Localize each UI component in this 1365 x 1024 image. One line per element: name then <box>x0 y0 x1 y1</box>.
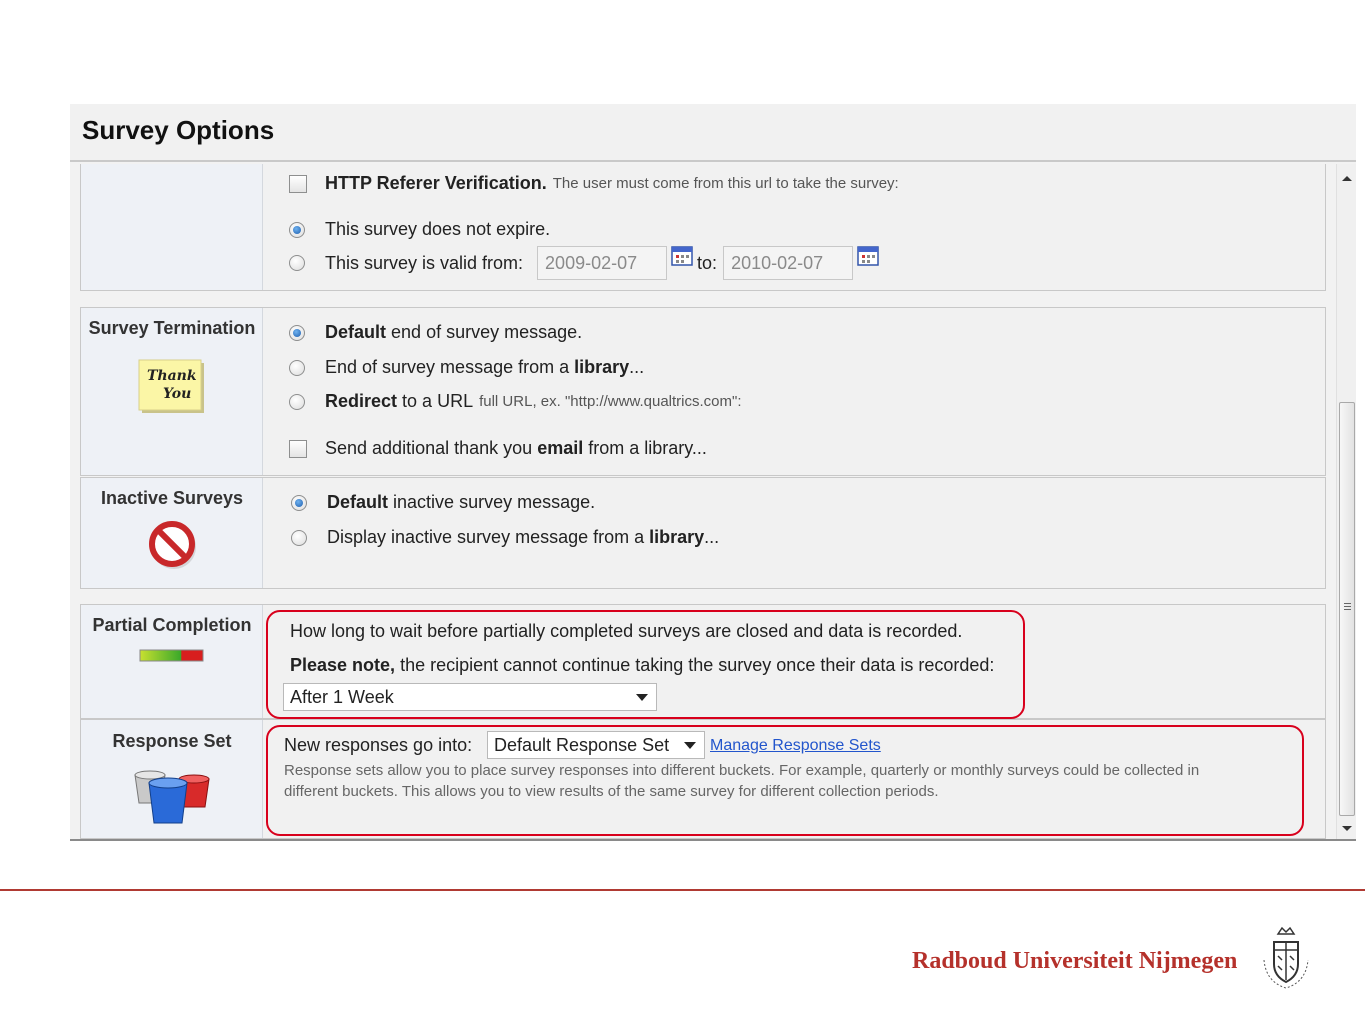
calendar-icon[interactable] <box>671 246 693 266</box>
section-title: Inactive Surveys <box>100 488 244 508</box>
select-value: Default Response Set <box>494 734 670 755</box>
you-text: You <box>163 386 192 402</box>
option-text: ... <box>629 357 645 377</box>
inactive-library-row <box>291 527 719 548</box>
from-date-input[interactable]: 2009-02-07 <box>537 246 667 280</box>
section-inactive-surveys <box>80 477 1326 589</box>
section-title: Partial Completion <box>92 615 252 635</box>
section-side <box>81 478 263 588</box>
termination-default-row <box>289 322 582 343</box>
partial-wait-select[interactable] <box>283 683 657 711</box>
calendar-icon[interactable] <box>857 246 879 266</box>
section-response-set <box>80 719 1326 839</box>
inactive-default-row <box>291 492 595 513</box>
chevron-down-icon <box>684 742 696 749</box>
progress-bar-icon <box>139 649 205 663</box>
thank-you-note-icon <box>137 358 207 414</box>
valid-from-row <box>289 246 879 280</box>
option-text: ... <box>704 527 720 547</box>
vertical-scrollbar[interactable] <box>1336 164 1356 839</box>
valid-from-radio[interactable] <box>289 255 305 271</box>
no-entry-icon <box>148 520 198 570</box>
not-expire-label: This survey does not expire. <box>325 219 551 239</box>
inactive-default-radio[interactable] <box>291 495 307 511</box>
section-title: Survey Termination <box>88 318 256 338</box>
section-availability <box>80 164 1326 291</box>
section-title: Response Set <box>112 731 232 751</box>
description-line: different buckets. This allows you to view results of the same survey for different collection periods. <box>284 783 939 800</box>
partial-line: How long to wait before partially completed surveys are closed and data is recorded. <box>290 621 963 641</box>
page-title: Survey Options <box>82 115 275 145</box>
option-bold: library <box>649 527 705 547</box>
survey-options-panel <box>70 104 1356 841</box>
option-text: End of survey message from a <box>325 357 570 377</box>
footer-divider <box>0 889 1365 891</box>
termination-library-row <box>289 357 644 378</box>
option-text: to a URL <box>402 391 474 411</box>
option-bold: library <box>574 357 630 377</box>
chevron-down-icon <box>636 694 648 701</box>
not-expire-row <box>289 219 550 240</box>
to-date-input[interactable]: 2010-02-07 <box>723 246 853 280</box>
referer-checkbox[interactable] <box>289 175 307 193</box>
option-text: Send additional thank you <box>325 438 533 458</box>
note-bold: Please note, <box>290 655 396 675</box>
scroll-down-arrow-icon[interactable] <box>1342 826 1352 831</box>
grip-icon <box>1344 603 1351 610</box>
valid-from-label: This survey is valid from: <box>325 252 524 273</box>
option-text: inactive survey message. <box>393 492 596 512</box>
referer-hint: The user must come from this url to take the survey: <box>552 175 899 192</box>
manage-response-sets-link[interactable]: Manage Response Sets <box>710 737 881 754</box>
to-label: to: <box>697 252 718 273</box>
select-value: After 1 Week <box>290 686 394 707</box>
redirect-hint: full URL, ex. "http://www.qualtrics.com": <box>479 393 742 410</box>
inactive-library-radio[interactable] <box>291 530 307 546</box>
partial-note <box>290 655 994 676</box>
section-side <box>81 308 263 475</box>
option-bold: Default <box>327 492 389 512</box>
not-expire-radio[interactable] <box>289 222 305 238</box>
section-side <box>81 164 263 290</box>
response-set-select[interactable] <box>487 731 705 759</box>
university-brand: Radboud Universiteit Nijmegen <box>912 948 1238 974</box>
panel-header <box>70 104 1356 162</box>
options-scroll-area <box>70 164 1356 839</box>
referer-row <box>289 173 899 194</box>
scroll-up-arrow-icon[interactable] <box>1342 176 1352 181</box>
referer-label: HTTP Referer Verification. <box>325 173 547 193</box>
thank-you-email-checkbox[interactable] <box>289 440 307 458</box>
termination-redirect-radio[interactable] <box>289 394 305 410</box>
termination-library-radio[interactable] <box>289 360 305 376</box>
university-seal-icon <box>1256 920 1316 992</box>
response-set-description <box>284 760 1199 802</box>
buckets-icon <box>131 767 213 829</box>
termination-default-radio[interactable] <box>289 325 305 341</box>
option-text: from a library... <box>588 438 707 458</box>
description-line: Response sets allow you to place survey responses into different buckets. For example, quarterly or monthly surveys could be collected in <box>284 762 1200 779</box>
section-side <box>81 720 263 838</box>
option-bold: email <box>537 438 584 458</box>
thank-you-email-row <box>289 438 707 459</box>
option-text: end of survey message. <box>391 322 583 342</box>
option-text: Display inactive survey message from a <box>327 527 645 547</box>
response-set-label: New responses go into: <box>284 735 473 755</box>
scroll-thumb[interactable] <box>1339 402 1355 816</box>
section-side <box>81 605 263 718</box>
termination-redirect-row <box>289 391 742 412</box>
section-partial-completion <box>80 604 1326 719</box>
response-set-row <box>284 735 472 756</box>
option-bold: Redirect <box>325 391 398 411</box>
note-text: the recipient cannot continue taking the survey once their data is recorded: <box>400 655 995 675</box>
thank-text: Thank <box>147 368 197 384</box>
section-survey-termination <box>80 307 1326 476</box>
option-bold: Default <box>325 322 387 342</box>
partial-description <box>290 621 962 642</box>
